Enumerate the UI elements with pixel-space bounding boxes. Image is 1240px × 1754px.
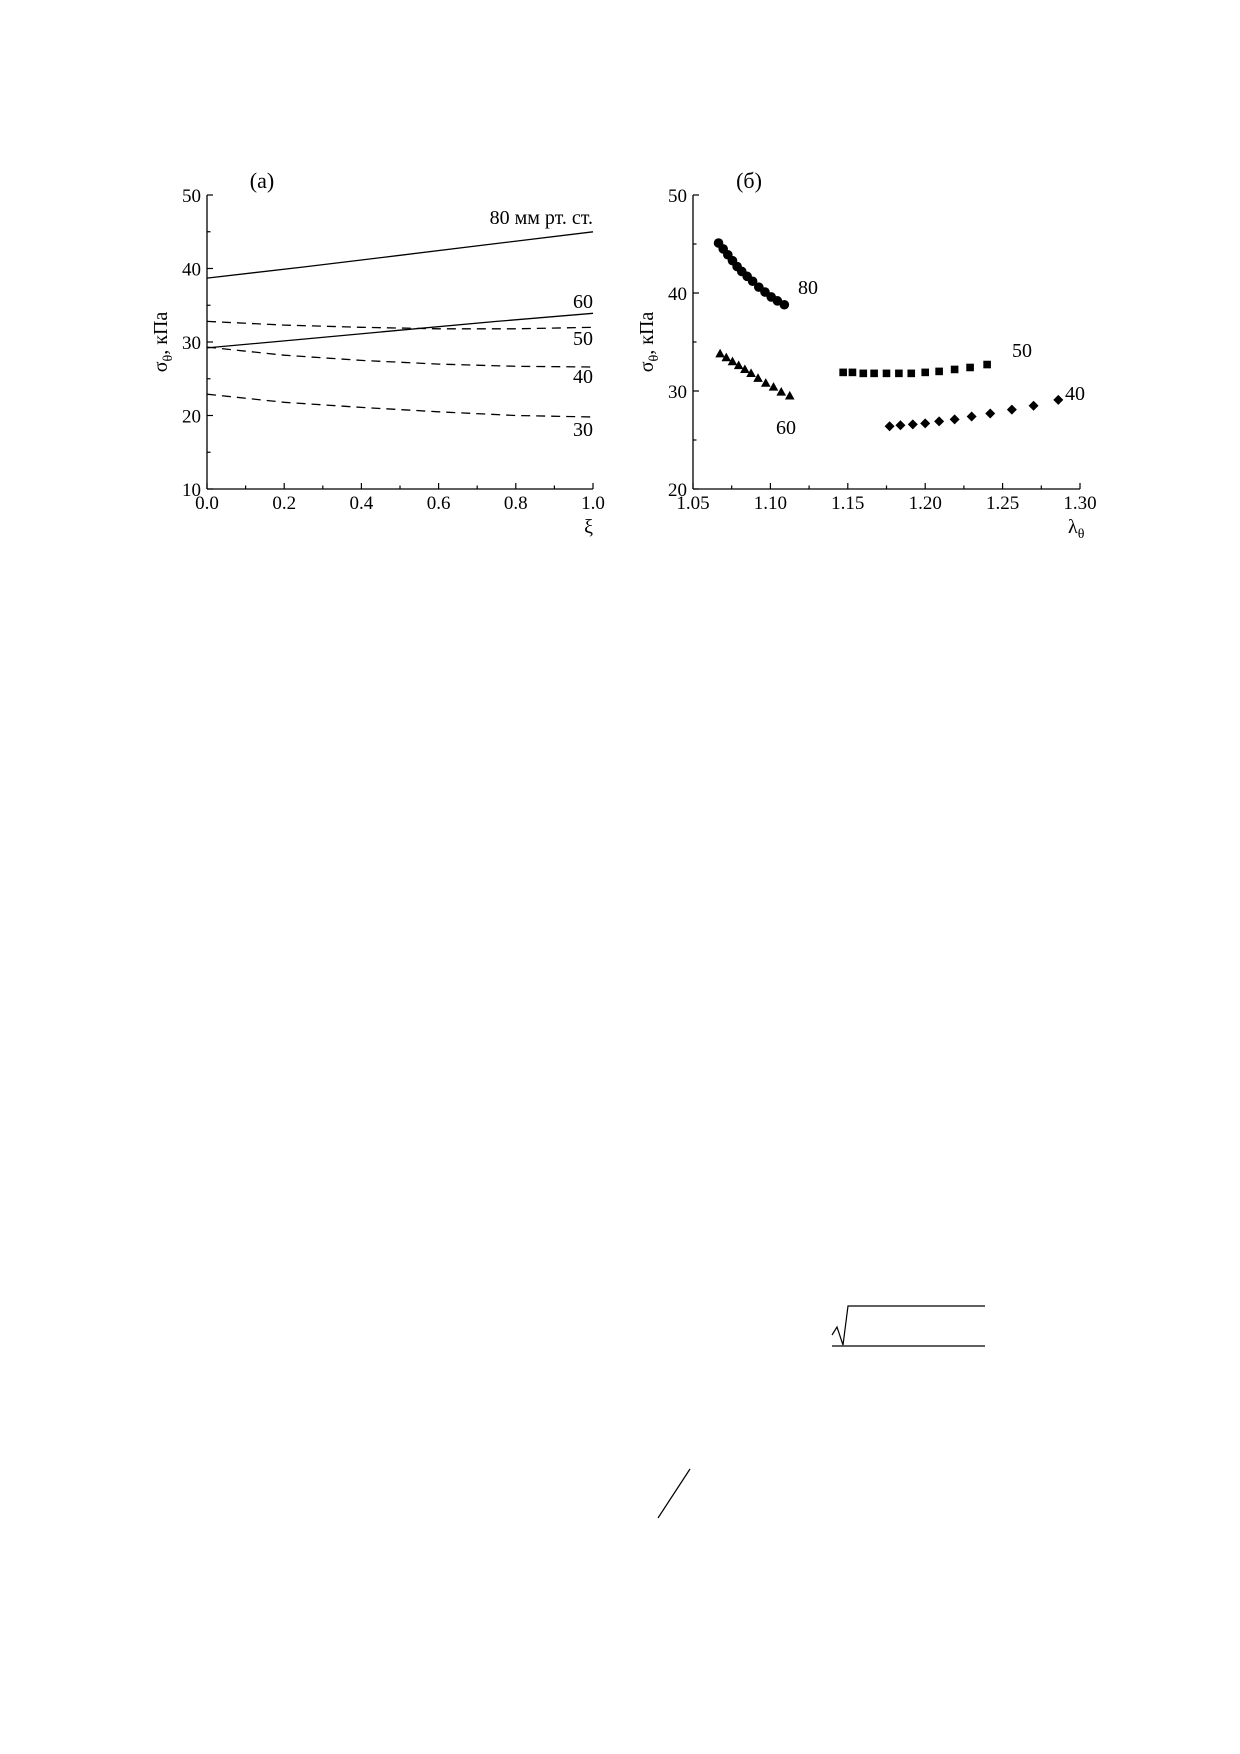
chart-b-y-axis-label-unit: , кПа xyxy=(636,311,658,355)
chart-b-point-diamond xyxy=(908,419,918,429)
chart-a-x-tick-label: 0.4 xyxy=(349,493,374,514)
chart-b-point-diamond xyxy=(920,418,930,428)
chart-a-panel-label: (а) xyxy=(249,168,275,193)
chart-b-point-square xyxy=(921,369,929,377)
chart-b-series-label: 80 xyxy=(798,277,818,299)
chart-b-point-square xyxy=(907,370,915,378)
sqrt-symbol xyxy=(832,1306,985,1346)
chart-a-x-tick-label: 0.0 xyxy=(195,493,219,514)
chart-b-point-diamond xyxy=(1029,401,1039,411)
chart-a-series-label: 50 xyxy=(573,328,593,350)
chart-a-series-line xyxy=(207,313,593,348)
chart-b-point-triangle xyxy=(753,373,763,382)
chart-b-point-triangle xyxy=(776,387,786,396)
chart-b-point-triangle xyxy=(785,391,795,400)
chart-b-x-tick-label: 1.05 xyxy=(676,493,710,514)
chart-a-y-axis-label xyxy=(150,312,176,373)
chart-a-y-axis-label-unit: , кПа xyxy=(150,311,172,355)
chart-b-point-diamond xyxy=(967,411,977,421)
chart-b-series-label: 40 xyxy=(1065,383,1085,405)
chart-a-x-axis-label xyxy=(584,516,593,538)
chart-a-series-line xyxy=(207,232,593,278)
chart-a-y-tick-label: 30 xyxy=(182,333,201,354)
chart-b-point-diamond xyxy=(1053,395,1063,405)
chart-b-panel-label: (б) xyxy=(736,168,762,193)
chart-b xyxy=(636,168,1097,542)
chart-b-point-square xyxy=(895,370,903,378)
chart-b-y-axis-label-symbol: σ xyxy=(636,361,658,373)
chart-b-point-square xyxy=(859,370,867,378)
chart-b-point-square xyxy=(883,370,891,378)
chart-b-point-square xyxy=(951,366,959,374)
chart-b-point-square xyxy=(870,370,878,378)
chart-b-point-diamond xyxy=(885,421,895,431)
chart-a-series-label: 80 мм рт. ст. xyxy=(489,207,593,229)
chart-b-y-axis-label xyxy=(636,312,662,373)
chart-a-y-axis-label-subscript: θ xyxy=(161,354,176,362)
chart-a-series-label: 60 xyxy=(573,291,593,313)
chart-a-x-axis-label-symbol: ξ xyxy=(584,516,593,538)
chart-b-y-tick-label: 30 xyxy=(668,382,687,403)
chart-b-point-square xyxy=(849,369,857,377)
chart-b-x-tick-label: 1.10 xyxy=(753,493,788,514)
chart-b-y-tick-label: 40 xyxy=(668,284,687,305)
chart-b-series-label: 50 xyxy=(1012,340,1032,362)
chart-a-x-tick-label: 1.0 xyxy=(581,493,605,514)
chart-b-x-axis-label-subscript: θ xyxy=(1077,527,1085,542)
chart-a-series-line xyxy=(207,347,593,367)
chart-a-x-tick-label: 0.8 xyxy=(503,493,528,514)
chart-b-x-tick-label: 1.15 xyxy=(831,493,865,514)
chart-a-series-label: 40 xyxy=(573,366,593,388)
chart-b-x-tick-label: 1.25 xyxy=(985,493,1020,514)
slash-mark xyxy=(658,1469,690,1518)
chart-b-point-diamond xyxy=(985,409,995,419)
chart-b-point-diamond xyxy=(1007,405,1017,415)
chart-b-point-square xyxy=(966,364,974,372)
chart-b-point-diamond xyxy=(895,420,905,430)
chart-b-y-axis-label-subscript: θ xyxy=(647,354,662,362)
chart-b-x-axis-label xyxy=(1068,516,1085,542)
chart-b-point-square xyxy=(839,369,847,377)
chart-a-x-tick-label: 0.2 xyxy=(272,493,297,514)
chart-a-y-tick-label: 20 xyxy=(182,406,201,428)
chart-b-point-triangle xyxy=(715,349,725,358)
chart-b-point-diamond xyxy=(934,416,944,426)
chart-b-point-triangle xyxy=(761,378,771,387)
chart-b-point-square xyxy=(935,368,943,376)
chart-b-y-tick-label: 20 xyxy=(668,480,687,501)
chart-b-point-circle xyxy=(780,300,790,310)
chart-b-point-square xyxy=(983,361,991,369)
chart-a-y-tick-label: 40 xyxy=(182,259,201,281)
chart-a-series-label: 30 xyxy=(573,419,593,441)
chart-a-y-axis-label-symbol: σ xyxy=(150,361,172,373)
chart-b-series-label: 60 xyxy=(776,417,796,439)
chart-b-y-tick-label: 50 xyxy=(668,186,687,207)
chart-a-series-line xyxy=(207,321,593,328)
chart-a-y-tick-label: 50 xyxy=(182,186,201,207)
chart-b-point-diamond xyxy=(950,414,960,424)
chart-b-x-axis-label-symbol: λ xyxy=(1068,516,1078,538)
chart-a xyxy=(150,168,605,538)
chart-a-x-tick-label: 0.6 xyxy=(426,493,451,514)
chart-b-x-tick-label: 1.30 xyxy=(1063,493,1097,514)
chart-a-series-line xyxy=(207,394,593,417)
chart-b-x-tick-label: 1.20 xyxy=(908,493,942,514)
chart-a-y-tick-label: 10 xyxy=(182,480,201,501)
